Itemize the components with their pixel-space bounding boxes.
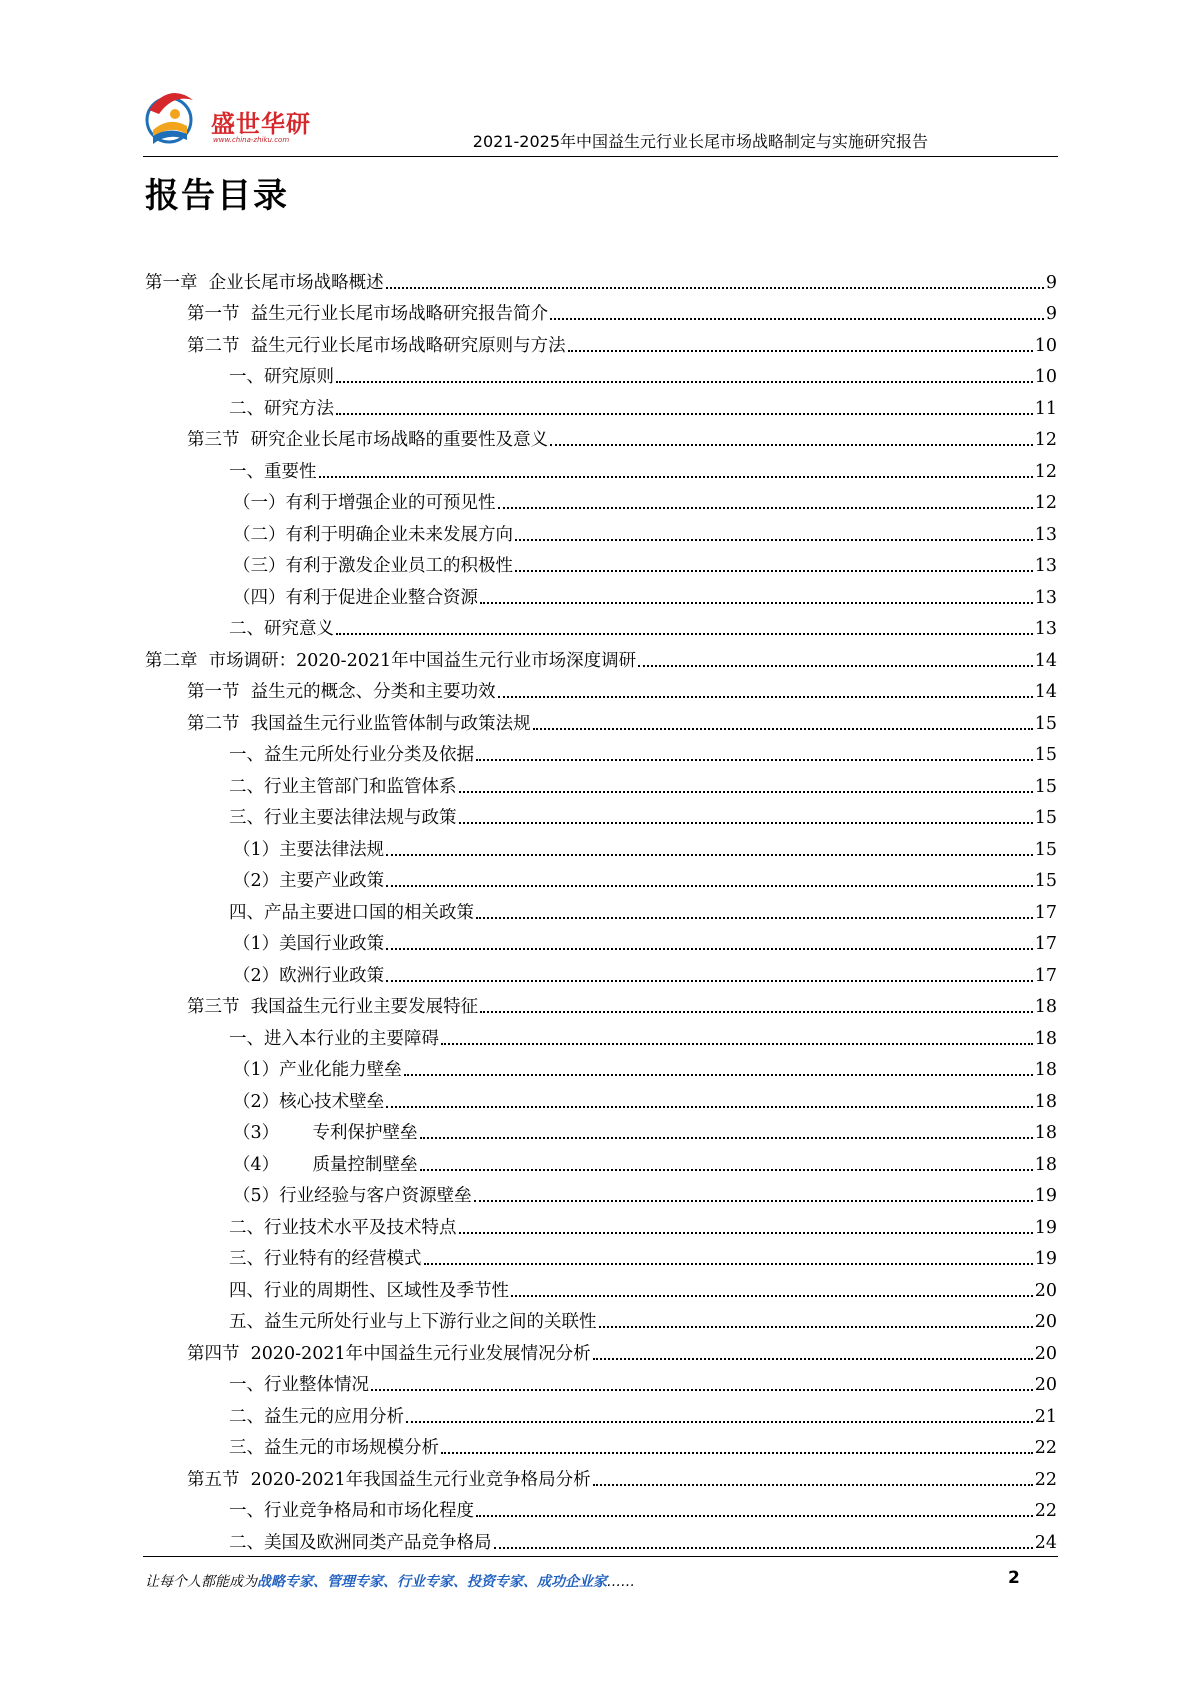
toc-entry-label: 一、益生元所处行业分类及依据 xyxy=(229,745,474,765)
toc-entry[interactable] xyxy=(145,357,1057,389)
toc-entry-page: 18 xyxy=(1034,1028,1057,1049)
toc-entry-label: （1）产业化能力壁垒 xyxy=(233,1060,402,1080)
toc-leader-dots xyxy=(441,1452,1033,1454)
toc-entry-label: 第五节 2020-2021年我国益生元行业竞争格局分析 xyxy=(187,1469,591,1490)
toc-leader-dots xyxy=(386,948,1033,950)
toc-entry[interactable] xyxy=(145,1491,1057,1523)
toc-entry[interactable] xyxy=(145,861,1057,893)
toc-entry-label: （二）有利于明确企业未来发展方向 xyxy=(233,524,513,545)
toc-entry-label: 三、益生元的市场规模分析 xyxy=(229,1438,439,1458)
toc-leader-dots xyxy=(533,728,1033,730)
toc-entry-page: 15 xyxy=(1034,871,1057,891)
company-logo xyxy=(143,80,313,152)
toc-entry-page: 13 xyxy=(1034,524,1057,545)
toc-entry[interactable] xyxy=(145,1270,1057,1302)
toc-entry-page: 12 xyxy=(1034,493,1057,513)
toc-entry-page: 18 xyxy=(1034,997,1057,1017)
toc-entry-page: 21 xyxy=(1034,1406,1057,1427)
toc-leader-dots xyxy=(459,791,1033,793)
toc-entry-label: 四、行业的周期性、区域性及季节性 xyxy=(229,1280,509,1301)
footer-divider xyxy=(143,1556,1058,1557)
slogan-suffix: …… xyxy=(607,1574,635,1590)
toc-entry-page: 14 xyxy=(1034,682,1057,702)
logo-text: 盛世华研 xyxy=(211,110,311,138)
toc-leader-dots xyxy=(420,1169,1033,1171)
toc-entry-label: （1）主要法律法规 xyxy=(233,839,385,860)
toc-entry-page: 15 xyxy=(1034,839,1057,860)
toc-entry-label: 第一节 益生元的概念、分类和主要功效 xyxy=(187,682,496,702)
toc-leader-dots xyxy=(404,1074,1033,1076)
page-header xyxy=(0,0,1191,170)
toc-entry-page: 18 xyxy=(1034,1123,1057,1143)
toc-entry[interactable] xyxy=(145,672,1057,704)
slogan-prefix: 让每个人都能成为 xyxy=(145,1574,257,1590)
toc-leader-dots xyxy=(386,1106,1033,1108)
toc-entry-page: 20 xyxy=(1034,1312,1057,1332)
toc-entry[interactable] xyxy=(145,924,1057,956)
toc-entry-page: 19 xyxy=(1034,1186,1057,1206)
toc-entry-page: 15 xyxy=(1034,808,1057,828)
toc-entry-page: 10 xyxy=(1034,335,1057,356)
toc-leader-dots xyxy=(336,381,1033,383)
toc-entry-label: 二、益生元的应用分析 xyxy=(229,1406,404,1427)
toc-entry[interactable] xyxy=(145,325,1057,357)
toc-entry[interactable] xyxy=(145,388,1057,420)
toc-leader-dots xyxy=(476,917,1033,919)
toc-leader-dots xyxy=(498,696,1033,698)
table-of-contents xyxy=(145,262,1057,1554)
toc-entry[interactable] xyxy=(145,514,1057,546)
toc-entry-page: 24 xyxy=(1034,1532,1057,1553)
toc-leader-dots xyxy=(386,885,1033,887)
toc-leader-dots xyxy=(638,665,1033,667)
report-title: 2021-2025年中国益生元行业长尾市场战略制定与实施研究报告 xyxy=(472,132,928,151)
toc-leader-dots xyxy=(498,507,1033,509)
toc-entry-page: 17 xyxy=(1034,902,1057,923)
toc-entry[interactable] xyxy=(145,1050,1057,1082)
toc-entry-label: （2）欧洲行业政策 xyxy=(233,965,385,986)
toc-entry-page: 15 xyxy=(1034,745,1057,765)
toc-entry-page: 13 xyxy=(1034,556,1057,576)
toc-entry-label: （1）美国行业政策 xyxy=(233,934,385,954)
toc-leader-dots xyxy=(515,539,1033,541)
toc-leader-dots xyxy=(550,444,1033,446)
toc-entry[interactable] xyxy=(145,766,1057,798)
toc-leader-dots xyxy=(386,854,1033,856)
toc-entry-label: （5）行业经验与客户资源壁垒 xyxy=(233,1186,472,1206)
toc-entry-label: 二、行业技术水平及技术特点 xyxy=(229,1217,457,1238)
toc-entry-page: 15 xyxy=(1034,713,1057,734)
toc-entry[interactable] xyxy=(145,1207,1057,1239)
header-divider xyxy=(143,156,1058,157)
toc-entry[interactable] xyxy=(145,892,1057,924)
page-number: 2 xyxy=(1008,1568,1020,1588)
footer-slogan xyxy=(145,1571,635,1591)
toc-entry[interactable] xyxy=(145,609,1057,641)
toc-entry-label: 第三节 研究企业长尾市场战略的重要性及意义 xyxy=(187,430,549,450)
toc-entry-page: 19 xyxy=(1034,1249,1057,1269)
toc-entry[interactable] xyxy=(145,1333,1057,1365)
toc-entry-page: 12 xyxy=(1034,430,1057,450)
toc-entry[interactable] xyxy=(145,1144,1057,1176)
toc-entry[interactable] xyxy=(145,577,1057,609)
toc-entry-label: 二、行业主管部门和监管体系 xyxy=(229,776,457,797)
toc-entry-label: （三）有利于激发企业员工的积极性 xyxy=(233,556,513,576)
toc-leader-dots xyxy=(480,602,1033,604)
toc-leader-dots xyxy=(406,1421,1033,1423)
toc-entry-page: 20 xyxy=(1034,1343,1057,1364)
toc-entry-label: （四）有利于促进企业整合资源 xyxy=(233,587,478,608)
toc-entry[interactable] xyxy=(145,955,1057,987)
toc-leader-dots xyxy=(371,1389,1033,1391)
toc-entry[interactable] xyxy=(145,1018,1057,1050)
toc-entry-label: 第三节 我国益生元行业主要发展特征 xyxy=(187,997,479,1017)
toc-leader-dots xyxy=(511,1295,1033,1297)
toc-entry-page: 20 xyxy=(1034,1375,1057,1395)
logo-url: www.china-zhiku.com xyxy=(213,136,290,144)
toc-entry-label: 一、行业竞争格局和市场化程度 xyxy=(229,1501,474,1521)
toc-entry-label: 第四节 2020-2021年中国益生元行业发展情况分析 xyxy=(187,1343,591,1364)
toc-entry-page: 22 xyxy=(1034,1469,1057,1490)
toc-entry-page: 22 xyxy=(1034,1438,1057,1458)
toc-leader-dots xyxy=(494,1547,1033,1549)
toc-entry-label: （2）主要产业政策 xyxy=(233,871,385,891)
toc-entry[interactable] xyxy=(145,483,1057,515)
toc-entry-page: 10 xyxy=(1034,367,1057,387)
toc-leader-dots xyxy=(593,1358,1033,1360)
toc-entry-label: 五、益生元所处行业与上下游行业之间的关联性 xyxy=(229,1312,597,1332)
toc-leader-dots xyxy=(441,1043,1033,1045)
toc-entry[interactable] xyxy=(145,735,1057,767)
toc-entry[interactable] xyxy=(145,1396,1057,1428)
toc-entry-page: 13 xyxy=(1034,587,1057,608)
toc-leader-dots xyxy=(476,759,1033,761)
toc-entry-page: 20 xyxy=(1034,1280,1057,1301)
toc-entry[interactable] xyxy=(145,829,1057,861)
toc-leader-dots xyxy=(386,287,1044,289)
toc-entry-label: 三、行业特有的经营模式 xyxy=(229,1249,422,1269)
toc-entry-label: （4） 质量控制壁垒 xyxy=(233,1154,418,1175)
toc-leader-dots xyxy=(336,413,1033,415)
toc-entry-label: 第一章 企业长尾市场战略概述 xyxy=(145,272,384,293)
toc-entry-page: 14 xyxy=(1034,650,1057,671)
toc-entry[interactable] xyxy=(145,1239,1057,1271)
toc-entry-page: 12 xyxy=(1034,461,1057,482)
toc-leader-dots xyxy=(319,476,1033,478)
toc-entry[interactable] xyxy=(145,1365,1057,1397)
toc-entry[interactable] xyxy=(145,1428,1057,1460)
toc-leader-dots xyxy=(336,633,1033,635)
toc-entry[interactable] xyxy=(145,1459,1057,1491)
toc-entry[interactable] xyxy=(145,987,1057,1019)
toc-leader-dots xyxy=(593,1484,1033,1486)
toc-entry-page: 9 xyxy=(1045,272,1057,293)
toc-entry-label: 第二章 市场调研：2020-2021年中国益生元行业市场深度调研 xyxy=(145,650,637,671)
toc-entry[interactable] xyxy=(145,1302,1057,1334)
toc-entry-label: 第二节 我国益生元行业监管体制与政策法规 xyxy=(187,713,531,734)
toc-entry[interactable] xyxy=(145,294,1057,326)
toc-entry[interactable] xyxy=(145,640,1057,672)
toc-entry-label: 二、美国及欧洲同类产品竞争格局 xyxy=(229,1532,492,1553)
toc-entry-label: 二、研究方法 xyxy=(229,398,334,419)
toc-entry-label: 三、行业主要法律法规与政策 xyxy=(229,808,457,828)
toc-entry-page: 18 xyxy=(1034,1060,1057,1080)
toc-entry-page: 11 xyxy=(1034,398,1057,419)
toc-entry-label: 一、进入本行业的主要障碍 xyxy=(229,1028,439,1049)
toc-entry-label: 第一节 益生元行业长尾市场战略研究报告简介 xyxy=(187,304,549,324)
toc-entry[interactable] xyxy=(145,1176,1057,1208)
toc-entry-page: 18 xyxy=(1034,1091,1057,1112)
toc-entry[interactable] xyxy=(145,420,1057,452)
toc-entry-label: （2）核心技术壁垒 xyxy=(233,1091,385,1112)
toc-entry-label: 二、研究意义 xyxy=(229,619,334,639)
toc-entry-label: 一、行业整体情况 xyxy=(229,1375,369,1395)
toc-entry-label: （一）有利于增强企业的可预见性 xyxy=(233,493,496,513)
toc-entry-label: 四、产品主要进口国的相关政策 xyxy=(229,902,474,923)
toc-leader-dots xyxy=(599,1326,1033,1328)
toc-entry[interactable] xyxy=(145,1522,1057,1554)
toc-entry-page: 22 xyxy=(1034,1501,1057,1521)
toc-entry-label: （3） 专利保护壁垒 xyxy=(233,1123,418,1143)
toc-leader-dots xyxy=(459,1232,1033,1234)
toc-leader-dots xyxy=(550,318,1044,320)
toc-entry-page: 17 xyxy=(1034,934,1057,954)
toc-heading: 报告目录 xyxy=(145,176,289,216)
toc-entry-page: 15 xyxy=(1034,776,1057,797)
toc-entry-page: 13 xyxy=(1034,619,1057,639)
toc-entry[interactable] xyxy=(145,546,1057,578)
toc-leader-dots xyxy=(386,980,1033,982)
toc-entry[interactable] xyxy=(145,1081,1057,1113)
toc-entry-label: 一、研究原则 xyxy=(229,367,334,387)
logo-emblem-icon xyxy=(143,80,213,150)
toc-leader-dots xyxy=(480,1011,1033,1013)
toc-leader-dots xyxy=(476,1515,1033,1517)
toc-entry-page: 9 xyxy=(1045,304,1057,324)
toc-leader-dots xyxy=(424,1263,1033,1265)
toc-entry[interactable] xyxy=(145,798,1057,830)
toc-entry[interactable] xyxy=(145,703,1057,735)
toc-entry-label: 一、重要性 xyxy=(229,461,317,482)
toc-leader-dots xyxy=(568,350,1033,352)
toc-entry-page: 19 xyxy=(1034,1217,1057,1238)
toc-entry-page: 18 xyxy=(1034,1154,1057,1175)
slogan-highlight: 战略专家、管理专家、行业专家、投资专家、成功企业家 xyxy=(257,1574,607,1590)
toc-entry[interactable] xyxy=(145,451,1057,483)
toc-entry[interactable] xyxy=(145,1113,1057,1145)
toc-leader-dots xyxy=(420,1137,1033,1139)
toc-entry-label: 第二节 益生元行业长尾市场战略研究原则与方法 xyxy=(187,335,566,356)
toc-leader-dots xyxy=(474,1200,1033,1202)
toc-leader-dots xyxy=(515,570,1033,572)
toc-entry[interactable] xyxy=(145,262,1057,294)
toc-entry-page: 17 xyxy=(1034,965,1057,986)
toc-leader-dots xyxy=(459,822,1033,824)
